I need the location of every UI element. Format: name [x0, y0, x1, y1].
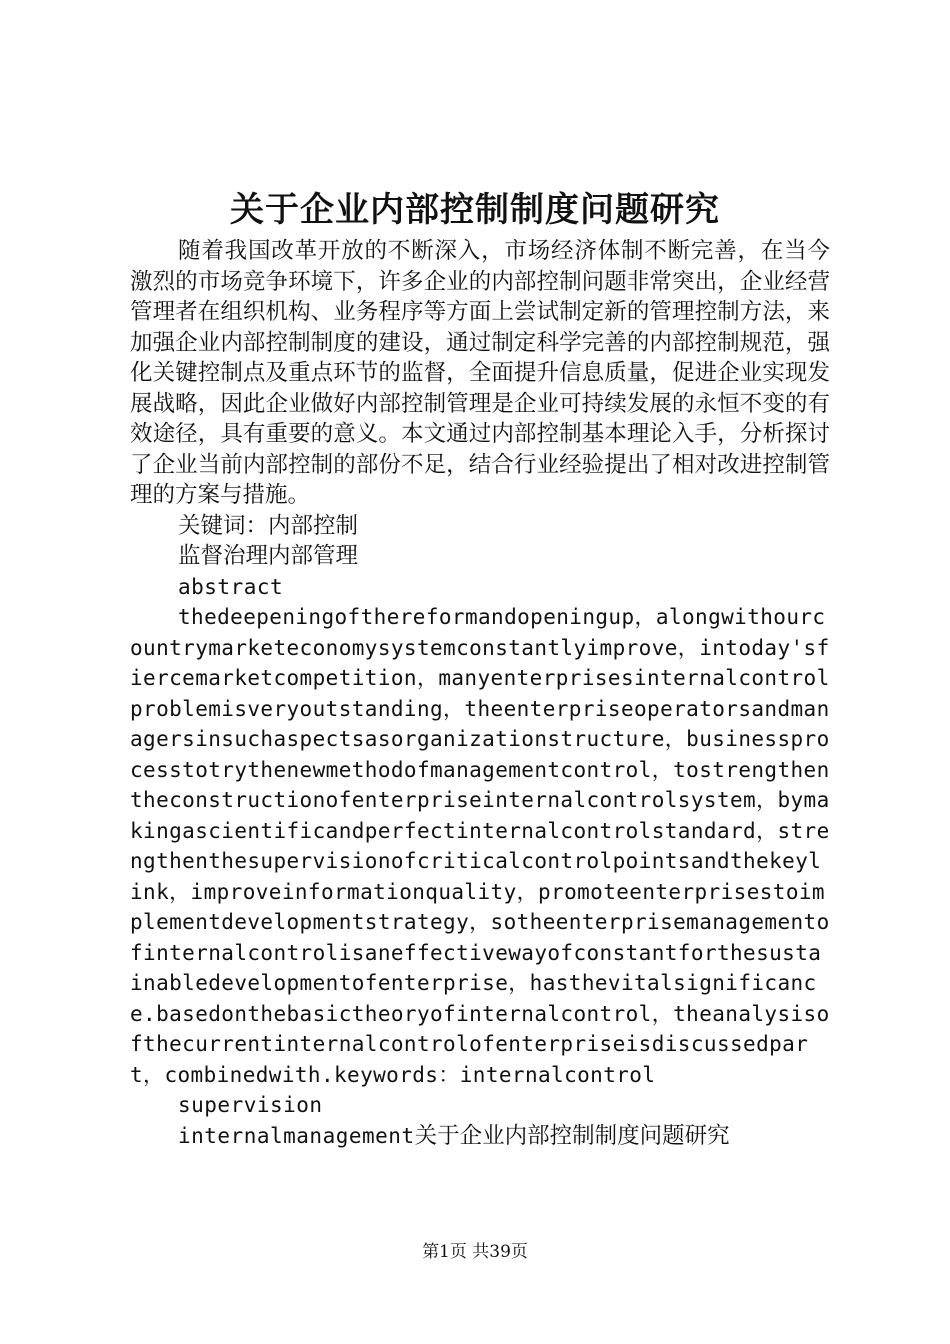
document-title: 关于企业内部控制制度问题研究: [230, 190, 720, 230]
repeated-title-text: 关于企业内部控制制度问题研究: [414, 1122, 730, 1149]
document-body: [130, 236, 830, 1151]
abstract-english-heading: abstract: [178, 574, 284, 599]
keywords-english-supervision: supervision: [178, 1093, 323, 1117]
page-number-footer: 第1页 共39页: [422, 1242, 528, 1262]
abstract-chinese: 随着我国改革开放的不断深入，市场经济体制不断完善，在当今激烈的市场竞争环境下，许多企业的内部控制问题非常突出，企业经营管理者在组织机构、业务程序等方面上尝试制定新的管理控制方法，来加强企业内部控制制度的建设，通过制定科学完善的内部控制规范，强化关键控制点及重点环节的监督，全面提升信息质量，促进企业实现发展战略，因此企业做好内部控制管理是企业可持续发展的永恒不变的有效途径，具有重要的意义。本文通过内部控制基本理论入手，分析探讨了企业当前内部控制的部份不足，结合行业经验提出了相对改进控制管理的方案与措施。: [130, 238, 830, 508]
keywords-chinese-label: 关键词：内部控制: [178, 512, 359, 539]
keywords-english-management-line: [130, 1121, 830, 1152]
keywords-chinese-values: 监督治理内部管理: [178, 543, 359, 569]
keywords-english-management: internalmanagement: [178, 1123, 415, 1148]
abstract-english: thedeepeningofthereformandopeningup，alongwithourcountrymarketeconomysystemconstantlyimprove，intoday'sfiercemarketcompetition，manyenterprisesinternalcontrolproblemisveryoutstanding，theenterpriseoperatorsandmanagersinsuchaspectsasorganizationstructure，businessprocesstotrythenewmethodofmanagementcontrol，tostrengthentheconstructionofenterpriseinternalcontrolsystem，bymakingascientificandperfectinternalcontrolstandard，strengthenthesupervisionofcriticalcontrolpointsandthekeylink，improveinformationquality，promoteenterprisestoimplementdevelopmentstrategy，sotheenterprisemanagementofinternalcontrolisaneffectivewayofconstantforthesustainabledevelopmentofenterprise，hasthevitalsignificance.basedonthebasictheoryofinternalcontrol，theanalysisofthecurrentinternalcontrolofenterpriseisdiscussedpart，combinedwith.keywords：internalcontrol: [130, 605, 830, 1087]
